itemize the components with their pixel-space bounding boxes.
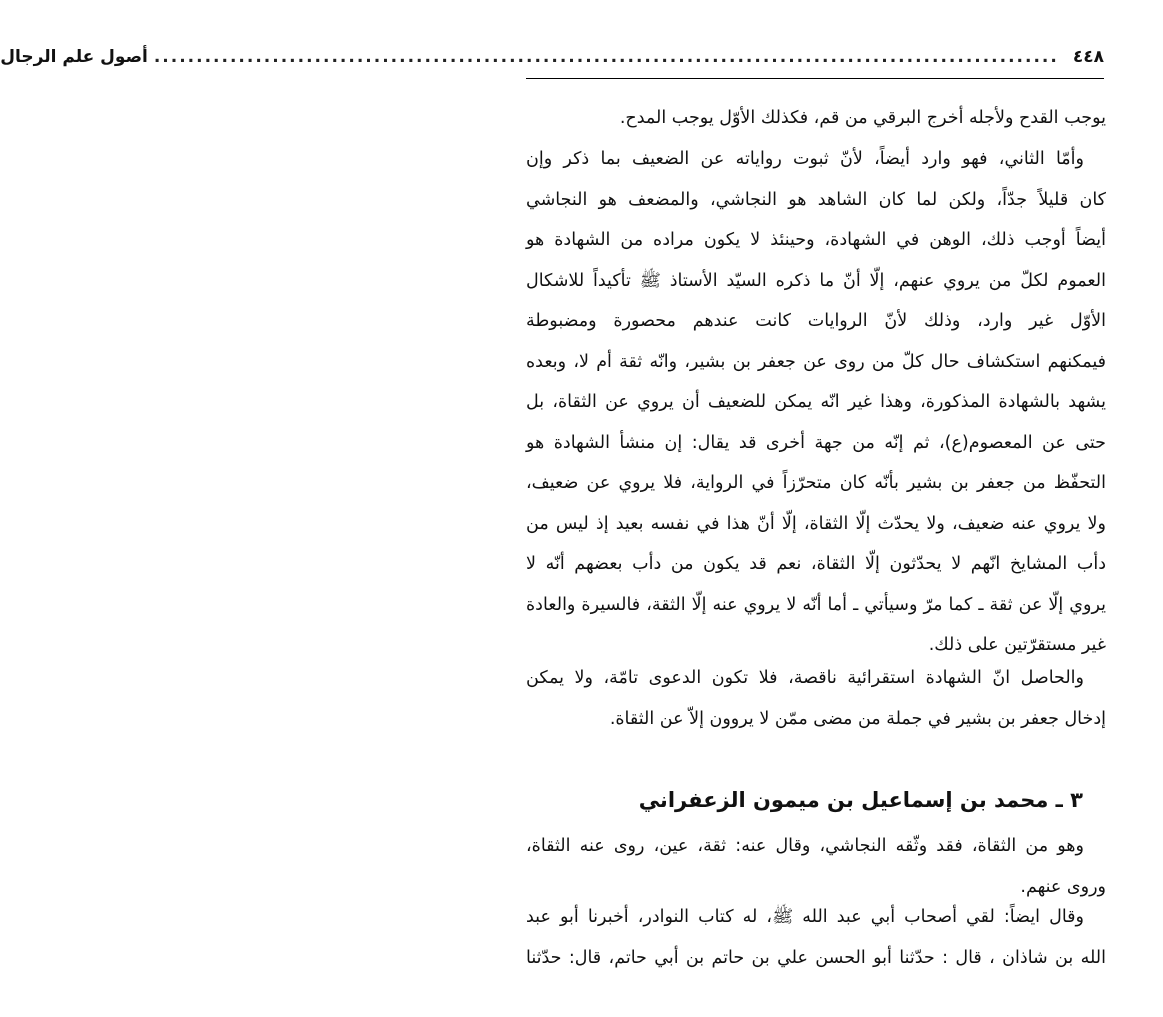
paragraph-3	[526, 658, 1106, 739]
text-line: وأمّا الثاني، فهو وارد أيضاً، لأنّ ثبوت رواياته عن الضعيف بما ذكر وإن	[526, 149, 1084, 169]
text-line: فيمكنهم استكشاف حال كلّ من روى عن جعفر بن بشير، وانّه ثقة أم لا، وبعده	[526, 351, 1106, 372]
text-line: يوجب القدح ولأجله أخرج البرقي من قم، فكذلك الأوّل يوجب المدح.	[619, 108, 1106, 128]
text-line: يروي إلّا عن ثقة ـ كما مرّ وسيأتي ـ أما أنّه لا يروي عنه إلّا الثقة، فالسيرة والعادة	[526, 594, 1106, 615]
text-line: يشهد بالشهادة المذكورة، وهذا غير انّه يمكن للضعيف أن يروي عن الثقاة، بل	[526, 392, 1106, 412]
text-line: ولا يروي عنه ضعيف، ولا يحدّث إلّا الثقاة، إلّا أنّ هذا في نفسه بعيد إذ ليس من	[526, 513, 1106, 534]
text-line: والحاصل انّ الشهادة استقرائية ناقصة، فلا تكون الدعوى تامّة، ولا يمكن	[526, 668, 1084, 688]
text-line: الله بن شاذان ، قال : حدّثنا أبو الحسن علي بن حاتم بن أبي حاتم، قال: حدّثنا	[526, 947, 1106, 968]
text-line: أيضاً أوجب ذلك، الوهن في الشهادة، وحينئذ لا يكون مراده من الشهادة هو	[526, 230, 1106, 250]
text-line: غير مستقرّتين على ذلك.	[928, 635, 1106, 655]
paragraph-4	[526, 826, 1106, 907]
paragraph-1	[526, 98, 1106, 139]
text-line: دأب المشايخ انّهم لا يحدّثون إلّا الثقاة، نعم قد يكون من دأب بعضهم أنّه لا	[526, 554, 1106, 574]
running-title: أصول علم الرجال	[0, 47, 148, 67]
running-header	[0, 44, 1104, 70]
page-number: ٤٤٨	[1072, 47, 1104, 67]
text-line: العموم لكلّ من يروي عنهم، إلّا أنّ ما ذكره السيّد الأستاذ ﷺ تأكيداً للاشكال	[526, 270, 1106, 291]
text-line: التحفّظ من جعفر بن بشير بأنّه كان متحرّزاً في الرواية، فلا يروي عن ضعيف،	[526, 473, 1106, 493]
paragraph-2	[526, 139, 1106, 666]
text-line: الأوّل غير وارد، وذلك لأنّ الروايات كانت عندهم محصورة ومضبوطة	[526, 311, 1106, 331]
section-heading: ٣ ـ محمد بن إسماعيل بن ميمون الزعفراني	[638, 788, 1083, 812]
text-line: كان قليلاً جدّاً، ولكن لما كان الشاهد هو النجاشي، والمضعف هو النجاشي	[526, 189, 1106, 210]
text-line: وقال ايضاً: لقي أصحاب أبي عبد الله ﷺ، له كتاب النوادر، أخبرنا أبو عبد	[526, 907, 1084, 927]
header-leader-dots: ...........................................................................................................	[153, 47, 1059, 67]
text-line: وهو من الثقاة، فقد وثّقه النجاشي، وقال عنه: ثقة، عين، روى عنه الثقاة،	[526, 836, 1084, 856]
text-line: إدخال جعفر بن بشير في جملة من مضى ممّن لا يروون إلاّ عن الثقاة.	[609, 708, 1106, 729]
header-rule	[526, 78, 1104, 79]
text-line: حتى عن المعصوم(ع)، ثم إنّه من جهة أخرى قد يقال: إن منشأ الشهادة هو	[526, 432, 1106, 453]
text-line: وروى عنهم.	[1020, 876, 1106, 897]
paragraph-5	[526, 897, 1106, 978]
